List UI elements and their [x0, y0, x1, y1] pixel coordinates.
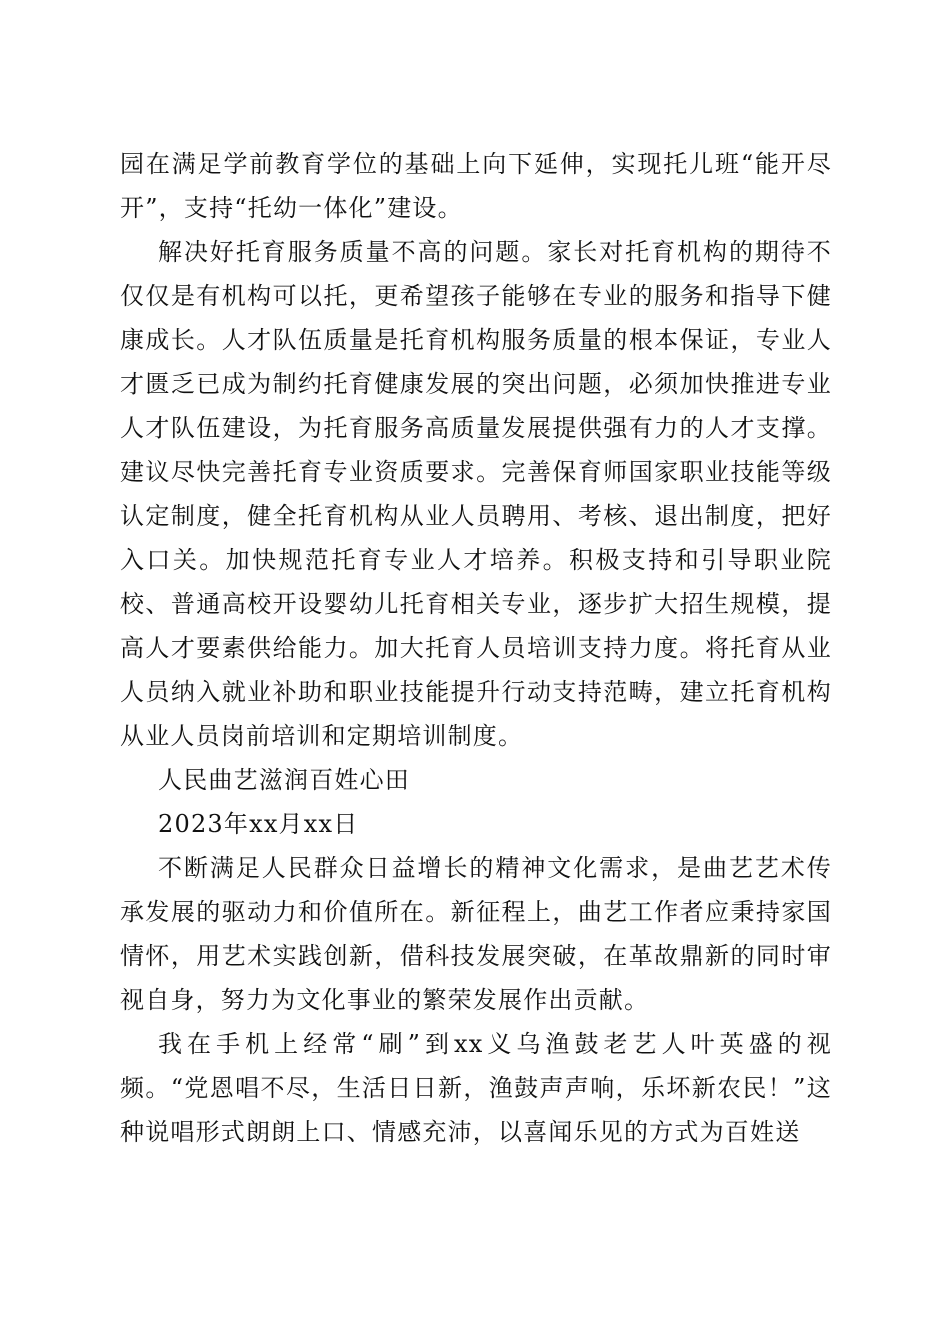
paragraph-childcare-quality: 解决好托育服务质量不高的问题。家长对托育机构的期待不仅仅是有机构可以托，更希望孩子能够在专业的服务和指导下健康成长。人才队伍质量是托育机构服务质量的根本保证，专业人才匮乏已成为制约托育健康发展的突出问题，必须加快推进专业人才队伍建设，为托育服务高质量发展提供强有力的人才支撑。建议尽快完善托育专业资质要求。完善保育师国家职业技能等级认定制度，健全托育机构从业人员聘用、考核、退出制度，把好入口关。加快规范托育专业人才培养。积极支持和引导职业院校、普通高校开设婴幼儿托育相关专业，逐步扩大招生规模，提高人才要素供给能力。加大托育人员培训支持力度。将托育从业人员纳入就业补助和职业技能提升行动支持范畴，建立托育机构从业人员岗前培训和定期培训制度。 [120, 238, 832, 750]
paragraph-yugu-artist: 我在手机上经常“刷”到xx义乌渔鼓老艺人叶英盛的视频。“党恩唱不尽，生活日日新，渔鼓声声响，乐坏新农民！”这种说唱形式朗朗上口、情感充沛，以喜闻乐见的方式为百姓送 [120, 1030, 832, 1146]
article-title: 人民曲艺滋润百姓心田 [158, 766, 410, 794]
paragraph-quyi-intro: 不断满足人民群众日益增长的精神文化需求，是曲艺艺术传承发展的驱动力和价值所在。新征程上，曲艺工作者应秉持家国情怀，用艺术实践创新，借科技发展突破，在革故鼎新的同时审视自身，努力为文化事业的繁荣发展作出贡献。 [120, 854, 832, 1014]
document-body [120, 142, 832, 1154]
paragraph-continuation: 园在满足学前教育学位的基础上向下延伸，实现托儿班“能开尽开”，支持“托幼一体化”建设。 [120, 150, 832, 222]
article-date: 2023年xx月xx日 [158, 810, 359, 838]
